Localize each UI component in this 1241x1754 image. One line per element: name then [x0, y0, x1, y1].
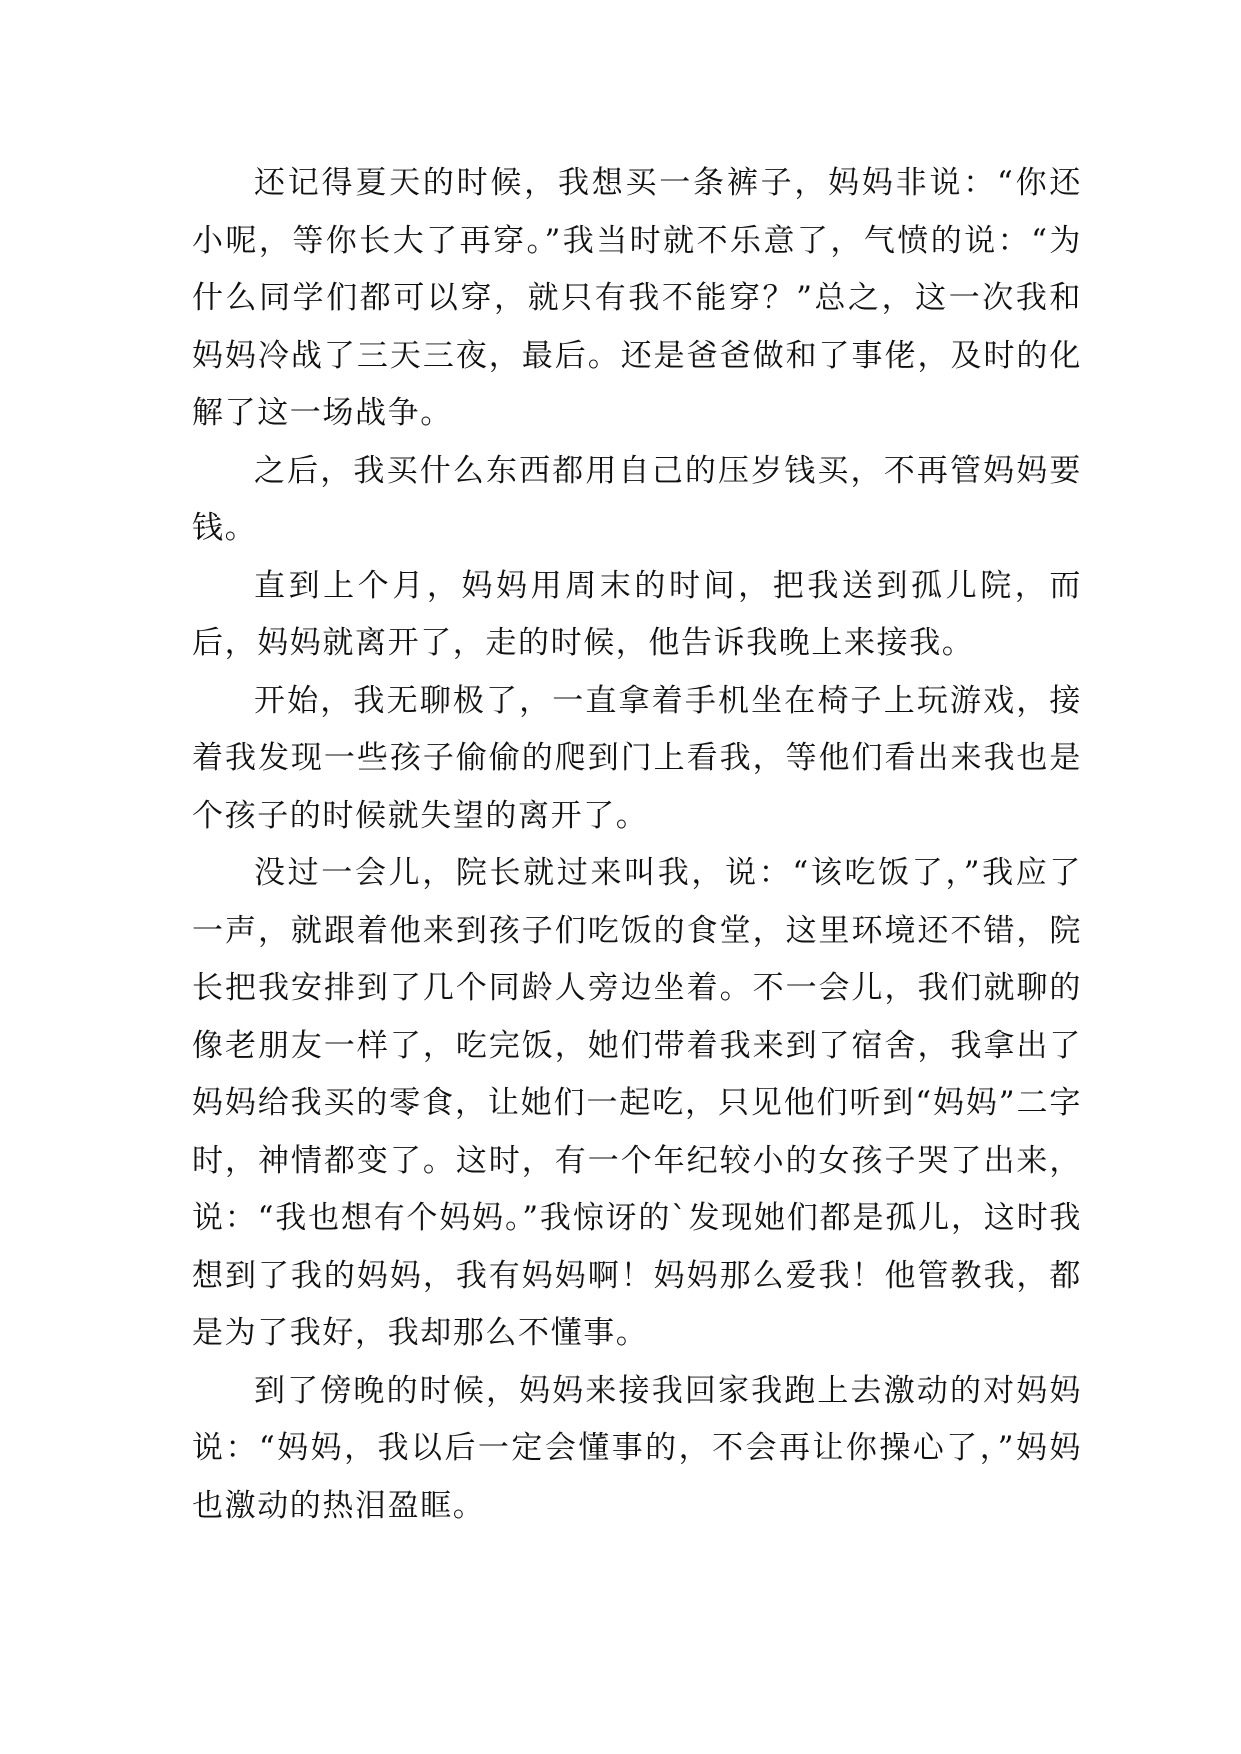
paragraph: 之后，我买什么东西都用自己的压岁钱买，不再管妈妈要钱。 — [192, 452, 1082, 546]
paragraph: 还记得夏天的时候，我想买一条裤子，妈妈非说：“你还小呢，等你长大了再穿。”我当时就不乐意了，气愤的说：“为什么同学们都可以穿，就只有我不能穿？”总之，这一次我和妈妈冷战了三天三夜，最后。还是爸爸做和了事佬，及时的化解了这一场战争。 — [192, 165, 1082, 431]
paragraph: 直到上个月，妈妈用周末的时间，把我送到孤儿院，而后，妈妈就离开了，走的时候，他告诉我晚上来接我。 — [192, 567, 1082, 661]
paragraph: 开始，我无聊极了，一直拿着手机坐在椅子上玩游戏，接着我发现一些孩子偷偷的爬到门上看我，等他们看出来我也是个孩子的时候就失望的离开了。 — [192, 682, 1082, 834]
document-body — [192, 155, 1082, 1535]
paragraph: 没过一会儿，院长就过来叫我，说：“该吃饭了，”我应了一声，就跟着他来到孩子们吃饭的食堂，这里环境还不错，院长把我安排到了几个同龄人旁边坐着。不一会儿，我们就聊的像老朋友一样了，吃完饭，她们带着我来到了宿舍，我拿出了妈妈给我买的零食，让她们一起吃，只见他们听到“妈妈”二字时，神情都变了。这时，有一个年纪较小的女孩子哭了出来，说：“我也想有个妈妈。”我惊讶的`发现她们都是孤儿，这时我想到了我的妈妈，我有妈妈啊！妈妈那么爱我！他管教我，都是为了我好，我却那么不懂事。 — [192, 855, 1082, 1351]
paragraph: 到了傍晚的时候，妈妈来接我回家我跑上去激动的对妈妈说：“妈妈，我以后一定会懂事的，不会再让你操心了，”妈妈也激动的热泪盈眶。 — [192, 1372, 1082, 1524]
